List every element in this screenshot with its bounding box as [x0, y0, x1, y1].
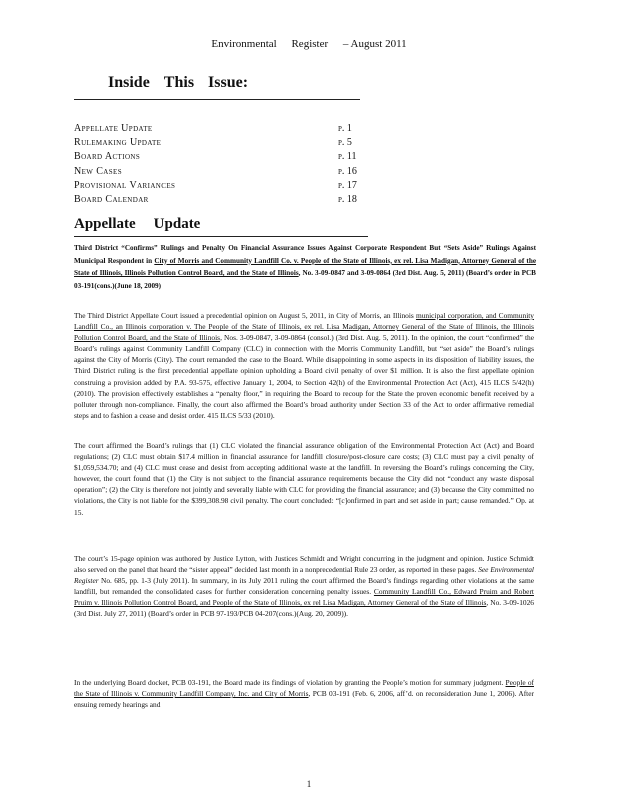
toc-item[interactable]	[74, 136, 364, 150]
paragraph-1	[74, 310, 534, 421]
toc-item[interactable]	[74, 122, 364, 136]
running-header	[0, 38, 618, 50]
case-heading-summary: Third District “Confirms” Rulings and Penalty On Financial Assurance Issues Against Corporate Respondent But “Sets Aside” Rulings Against Municipal Respondent in	[74, 244, 536, 265]
paragraph-3-case-name: Community Landfill Co., Edward Pruim and Robert Pruim v. Illinois Pollution Control Board, and People of the State of Illinois, ex rel Lisa Madigan, Attorney General of the State of Illinois	[74, 587, 534, 608]
toc-item-page: p. 16	[338, 165, 357, 177]
toc-item-label: Provisional Variances	[74, 179, 176, 191]
paragraph-4-text-b: , PCB 03-191 (Feb. 6, 2006, aff’d. on reconsideration June 1, 2006). After ensuing remedy hearings and	[74, 689, 534, 710]
paragraph-1-text-b: , Nos. 3-09-0847, 3-09-0864 (consol.) (3rd Dist. Aug. 5, 2011). In the opinion, the court “confirmed” the Board’s rulings against Community Landfill Company (CLC) in connection with the Morris Community Landfill, but “set aside” the Board’s rulings against the City of Morris (City). The court remanded the case to the Board. While disappointing in some aspects in its disposition of liability issues, the Third District ruling is the first precedential appellate opinion upholding a Board civil penalty of over $1 million. It is also the first appellate opinion construing a provision added by P.A. 93-575, effective January 1, 2004, to Section 42(h) of the Environmental Protection Act (Act), 415 ILCS 5/42(h) (2010). The provision effectively establishes a “penalty floor,” in requiring the Board to recoup for the State the proven economic benefit received by a polluter through non-compliance. Finally, the court also affirmed the Board’s broad authority under Section 33 of the Act to order affirmative remedial steps and to fashion a cease and desist order. 415 ILCS 5/33 (2010).	[74, 333, 534, 420]
toc-item-label: Board Calendar	[74, 194, 149, 206]
header-publication: Environmental	[211, 38, 277, 50]
paragraph-3-text-a: The court’s 15-page opinion was authored by Justice Lytton, with Justices Schmidt and Wright concurring in the judgment and opinion. Justice Schmidt also served on the panel that heard the “sister appeal” decided last month in a nonprecedential Rule 23 order, as reported in these pages.	[74, 554, 534, 575]
toc-item-label: New Cases	[74, 165, 122, 177]
header-register: Register	[291, 38, 329, 50]
toc-item[interactable]	[74, 193, 364, 207]
toc-item[interactable]	[74, 165, 364, 179]
paragraph-4-case-name: People of the State of Illinois v. Community Landfill Company, Inc. and City of Morris	[74, 678, 534, 699]
toc-item-page: p. 17	[338, 179, 357, 191]
issue-word: Issue:	[208, 74, 249, 91]
toc-item-page: p. 18	[338, 194, 357, 206]
paragraph-2: The court affirmed the Board’s rulings that (1) CLC violated the financial assurance obligation of the Environmental Protection Act (Act) and Board regulations; (2) CLC must obtain $17.4 million in financial assurance for landfill closure/post-closure care costs; (3) CLC must pay a civil penalty of $1,059,534.70; and (4) CLC must cease and desist from accepting additional waste at the landfill. In reversing the Board’s rulings concerning the City, however, the court found that (1) the City is not subject to the financial assurance requirements because the City did not “conduct any waste disposal operation”; (2) the City is therefore not jointly and severally liable with CLC for providing the financial assurance; and (3) because the City committed no violations, the City is not liable for the $399,308.98 civil penalty. The court concluded: “[c]onfirmed in part and set aside in part; cause remanded.” Op. at 15.	[74, 441, 534, 517]
inside-word: Inside	[108, 74, 150, 91]
section-title	[74, 216, 218, 233]
case-heading-name: City of Morris and Community Landfill Co. v. People of the State of Illinois, ex rel. Lisa Madigan, Attorney General of the State of Illinois, Illinois Pollution Control Board, and the State of Illinois	[74, 256, 537, 277]
toc-item[interactable]	[74, 150, 364, 164]
header-date: – August 2011	[342, 38, 407, 50]
section-title-word-2: Update	[153, 216, 201, 232]
paragraph-1-case-name: municipal corporation, and Community Landfill Co., an Illinois corporation v. The People of the State of Illinois, ex rel. Lisa Madigan, Attorney General of the State of Illinois, the Illinois Pollution Control Board, and the State of Illinois	[74, 311, 535, 343]
toc-item[interactable]	[74, 179, 364, 193]
paragraph-3-text-b: No. 685, pp. 1-3 (July 2011). In summary, in its July 2011 ruling the court affirmed the Board’s findings regarding other violations at the same landfill, but remanded the consolidated cases for further consideration concerning penalty issues.	[74, 576, 534, 597]
inside-this-issue-heading	[108, 74, 262, 92]
heading-rule	[74, 99, 360, 100]
table-of-contents	[74, 122, 364, 207]
section-title-word-1: Appellate	[74, 216, 136, 232]
paragraph-4-text-a: In the underlying Board docket, PCB 03-191, the Board made its findings of violation by granting the People’s motion for summary judgment.	[74, 678, 504, 687]
case-heading-citation: , No. 3-09-0847 and 3-09-0864 (3rd Dist. Aug. 5, 2011) (Board’s order in PCB 03-191(cons.)(June 18, 2009)	[74, 269, 536, 290]
paragraph-3	[74, 553, 534, 620]
toc-item-label: Board Actions	[74, 151, 141, 163]
page-number: 1	[306, 779, 312, 789]
case-heading	[74, 242, 536, 292]
toc-item-page: p. 11	[338, 151, 357, 163]
toc-item-page: p. 1	[338, 123, 352, 134]
toc-item-label: Appellate Update	[74, 123, 153, 134]
section-rule	[74, 236, 368, 237]
toc-item-label: Rulemaking Update	[74, 137, 162, 149]
paragraph-3-text-c: , No. 3-09-1026 (3rd Dist. July 27, 2011) (Board’s order in PCB 97-193/PCB 04-207(cons.)(Aug. 20, 2009)).	[74, 598, 534, 619]
paragraph-1-text-a: The Third District Appellate Court issued a precedential opinion on August 5, 2011, in City of Morris, an Illinois	[74, 311, 414, 320]
toc-item-page: p. 5	[338, 137, 352, 149]
this-word: This	[163, 74, 195, 91]
paragraph-3-citation: See Environmental Register	[74, 565, 534, 586]
paragraph-4	[74, 677, 534, 710]
